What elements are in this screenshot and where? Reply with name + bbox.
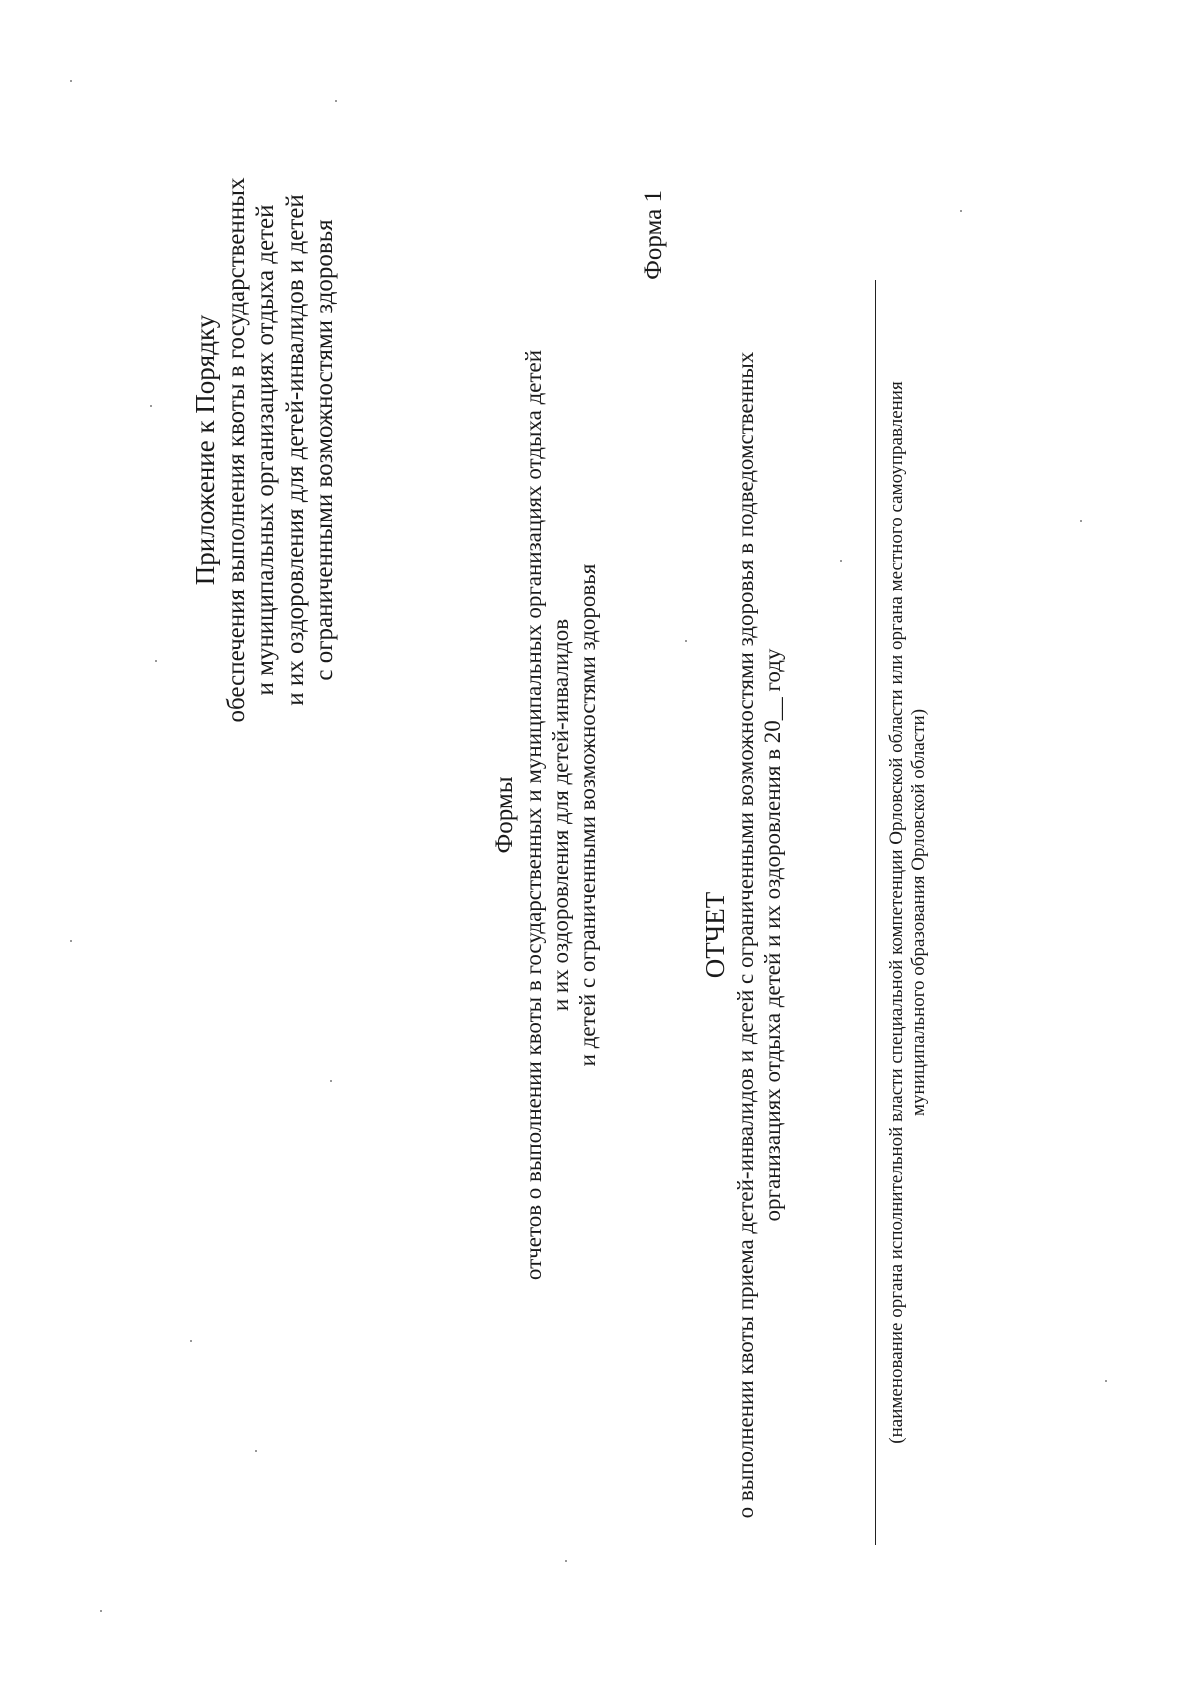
report-heading (700, 275, 786, 1595)
scan-speck (840, 560, 842, 562)
scan-speck (70, 80, 72, 82)
report-title: ОТЧЕТ (700, 891, 730, 979)
scan-speck (960, 210, 962, 212)
caption-line: (наименование органа исполнительной власти специальной компетенции Орловской области или органа местного самоуправления (886, 381, 907, 1444)
scan-speck (335, 100, 337, 102)
scan-speck (1105, 1380, 1107, 1382)
scan-speck (150, 405, 152, 407)
caption-line: муниципального образования Орловской области) (908, 708, 930, 1117)
scan-speck (190, 1340, 192, 1342)
scan-speck (255, 1450, 257, 1452)
appendix-line: с ограниченными возможностями здоровья (311, 219, 339, 681)
report-line: о выполнении квоты приема детей-инвалидов и детей с ограниченными возможностями здоровья в подведомственных (732, 351, 758, 1519)
appendix-line: и муниципальных организациях отдыха детей (252, 204, 280, 696)
forms-title: Формы (491, 776, 518, 854)
scan-speck (155, 660, 157, 662)
scan-speck (1080, 520, 1082, 522)
form-number: Форма 1 (640, 190, 667, 280)
scan-speck (330, 1080, 332, 1082)
scan-speck (100, 1610, 102, 1612)
scan-speck (565, 1560, 567, 1562)
scan-speck (70, 940, 72, 942)
appendix-line: обеспечения выполнения квоты в государственных (222, 177, 250, 723)
forms-line: и детей с ограниченными возможностями здоровья (574, 563, 600, 1067)
signature-rule (875, 280, 876, 1545)
appendix-line: и их оздоровления для детей-инвалидов и детей (281, 194, 309, 706)
organization-caption (886, 280, 931, 1545)
appendix-header (190, 0, 340, 950)
report-line: организациях отдыха детей и их оздоровления в 20__ году (759, 648, 785, 1222)
forms-line: отчетов о выполнении квоты в государственных и муниципальных организациях отдыха детей (520, 349, 546, 1281)
scan-speck (685, 640, 687, 642)
forms-heading (490, 315, 601, 1315)
forms-line: и их оздоровления для детей-инвалидов (547, 618, 573, 1012)
appendix-title: Приложение к Порядку (190, 314, 220, 586)
